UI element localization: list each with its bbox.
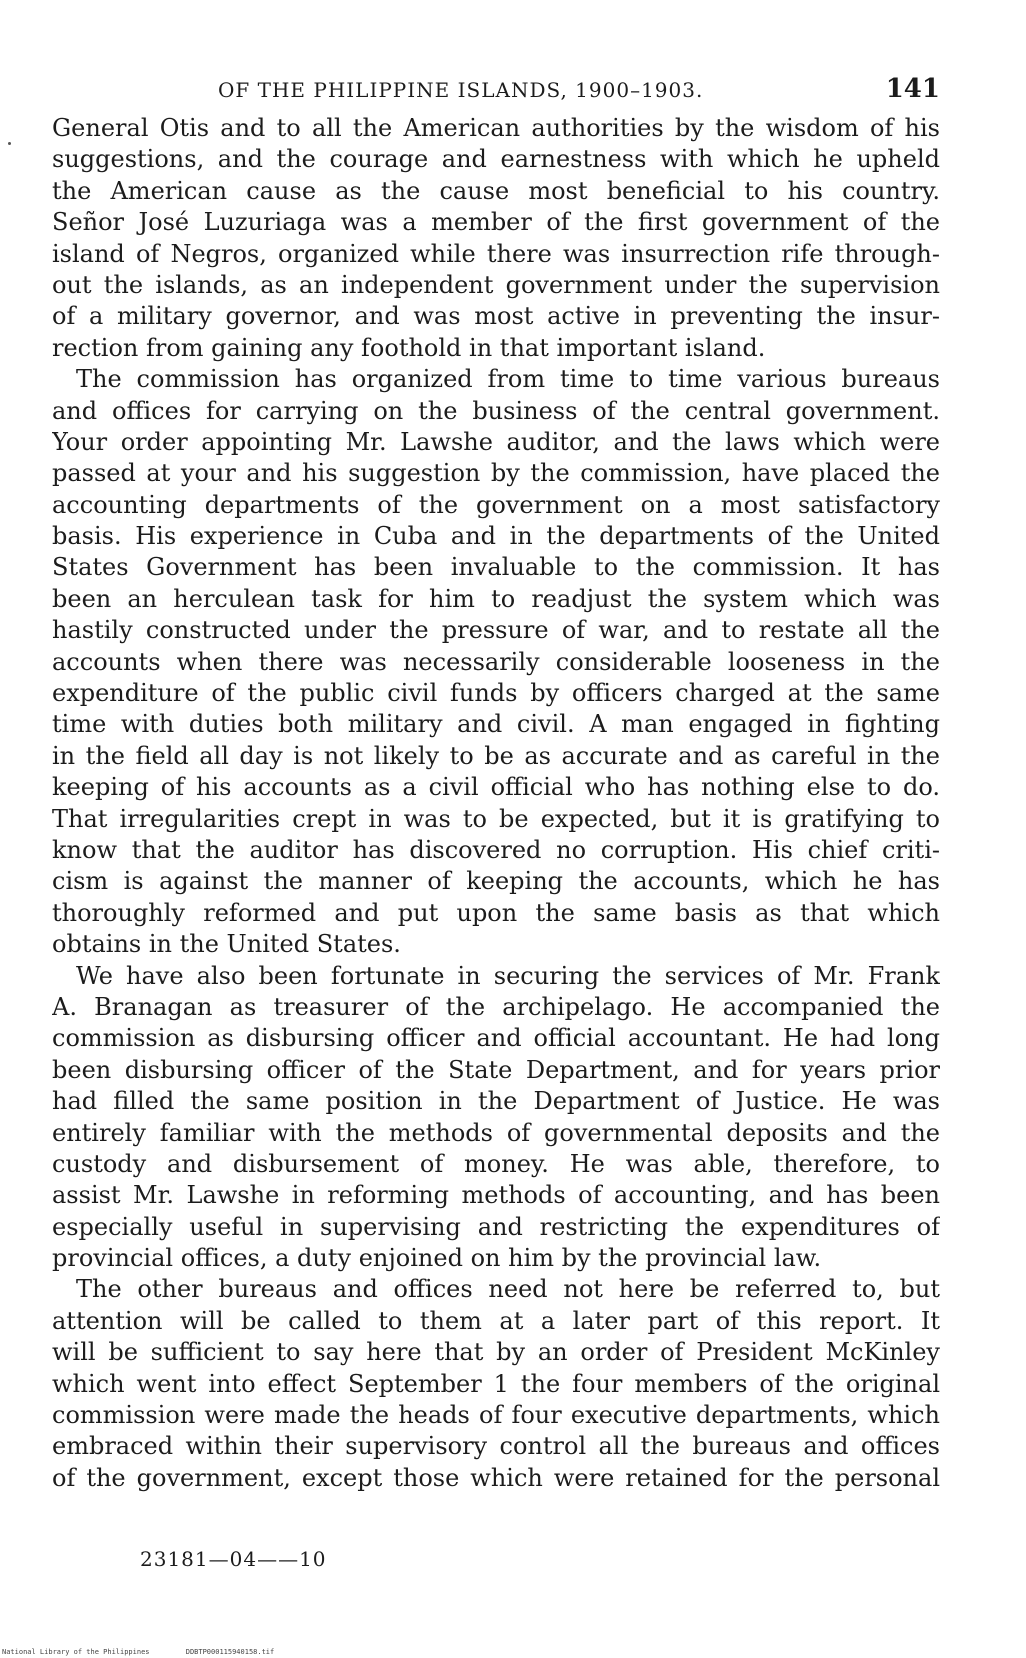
text-line: General Otis and to all the American authorities by the wisdom of his — [52, 114, 940, 142]
text-line: been disbursing officer of the State Department, and for years prior — [52, 1055, 940, 1084]
text-line: in the field all day is not likely to be as accurate and as careful in the — [52, 741, 940, 770]
text-line: accounts when there was necessarily considerable looseness in the — [52, 647, 940, 676]
text-line: Your order appointing Mr. Lawshe auditor, and the laws which were — [52, 427, 940, 456]
text-line: We have also been fortunate in securing the services of Mr. Frank — [76, 961, 940, 990]
text-line: commission as disbursing officer and official accountant. He had long — [52, 1024, 940, 1053]
text-line: and offices for carrying on the business of the central government. — [52, 396, 940, 425]
text-line: keeping of his accounts as a civil official who has nothing else to do. — [52, 773, 940, 802]
text-line: thoroughly reformed and put upon the same basis as that which — [52, 898, 940, 927]
text-line: out the islands, as an independent government under the supervision — [52, 270, 940, 299]
text-line: hastily constructed under the pressure of war, and to restate all the — [52, 616, 940, 645]
text-line: States Government has been invaluable to the commission. It has — [52, 553, 940, 582]
text-line: of the government, except those which were retained for the personal — [52, 1463, 940, 1492]
body-text — [52, 113, 940, 1494]
page-number: 141 — [885, 74, 940, 104]
text-line: attention will be called to them at a later part of this report. It — [52, 1306, 940, 1335]
text-line: had filled the same position in the Department of Justice. He was — [52, 1087, 940, 1116]
text-line: which went into effect September 1 the four members of the original — [52, 1369, 940, 1398]
text-line: the American cause as the cause most beneficial to his country. — [52, 176, 940, 205]
text-line: will be sufficient to say here that by an order of President McKinley — [52, 1338, 940, 1367]
text-line: passed at your and his suggestion by the commission, have placed the — [52, 459, 940, 488]
text-line: embraced within their supervisory control all the bureaus and offices — [52, 1432, 940, 1461]
text-line: custody and disbursement of money. He was able, therefore, to — [52, 1149, 940, 1178]
text-line: been an herculean task for him to readjust the system which was — [52, 584, 940, 613]
text-line: cism is against the manner of keeping the accounts, which he has — [52, 867, 940, 896]
text-line: The other bureaus and offices need not here be referred to, but — [76, 1275, 940, 1304]
running-title: OF THE PHILIPPINE ISLANDS, 1900–1903. — [218, 78, 704, 102]
text-line: know that the auditor has discovered no corruption. His chief criti- — [52, 835, 940, 864]
text-line: obtains in the United States. — [52, 930, 401, 959]
text-line: accounting departments of the government on a most satisfactory — [52, 490, 940, 519]
scan-credit — [2, 1648, 306, 1656]
text-line: A. Branagan as treasurer of the archipelago. He accompanied the — [52, 992, 940, 1021]
text-line: commission were made the heads of four executive departments, which — [52, 1401, 940, 1430]
text-line: of a military governor, and was most active in preventing the insur- — [52, 302, 940, 331]
text-line: assist Mr. Lawshe in reforming methods of accounting, and has been — [52, 1181, 940, 1210]
text-line: entirely familiar with the methods of governmental deposits and the — [52, 1118, 940, 1147]
text-line: basis. His experience in Cuba and in the departments of the United — [52, 522, 940, 551]
text-line: Señor José Luzuriaga was a member of the first government of the — [52, 208, 940, 237]
text-line: The commission has organized from time to time various bureaus — [76, 365, 940, 394]
text-line: especially useful in supervising and restricting the expenditures of — [52, 1212, 940, 1241]
text-line: island of Negros, organized while there was insurrection rife through- — [52, 239, 940, 268]
signature-mark: 23181—04——10 — [140, 1547, 327, 1571]
text-line: suggestions, and the courage and earnestness with which he upheld — [52, 145, 940, 174]
text-line: That irregularities crept in was to be expected, but it is gratifying to — [52, 804, 940, 833]
text-line: expenditure of the public civil funds by officers charged at the same — [52, 679, 940, 708]
margin-speck — [8, 142, 11, 145]
text-line: provincial offices, a duty enjoined on him by the provincial law. — [52, 1244, 822, 1273]
text-line: rection from gaining any foothold in that important island. — [52, 333, 766, 362]
file-id: DDBTP000115940158.tif — [185, 1648, 275, 1656]
library-name: National Library of the Philippines — [2, 1648, 150, 1656]
running-head — [52, 74, 940, 112]
text-line: time with duties both military and civil. A man engaged in fighting — [52, 710, 940, 739]
